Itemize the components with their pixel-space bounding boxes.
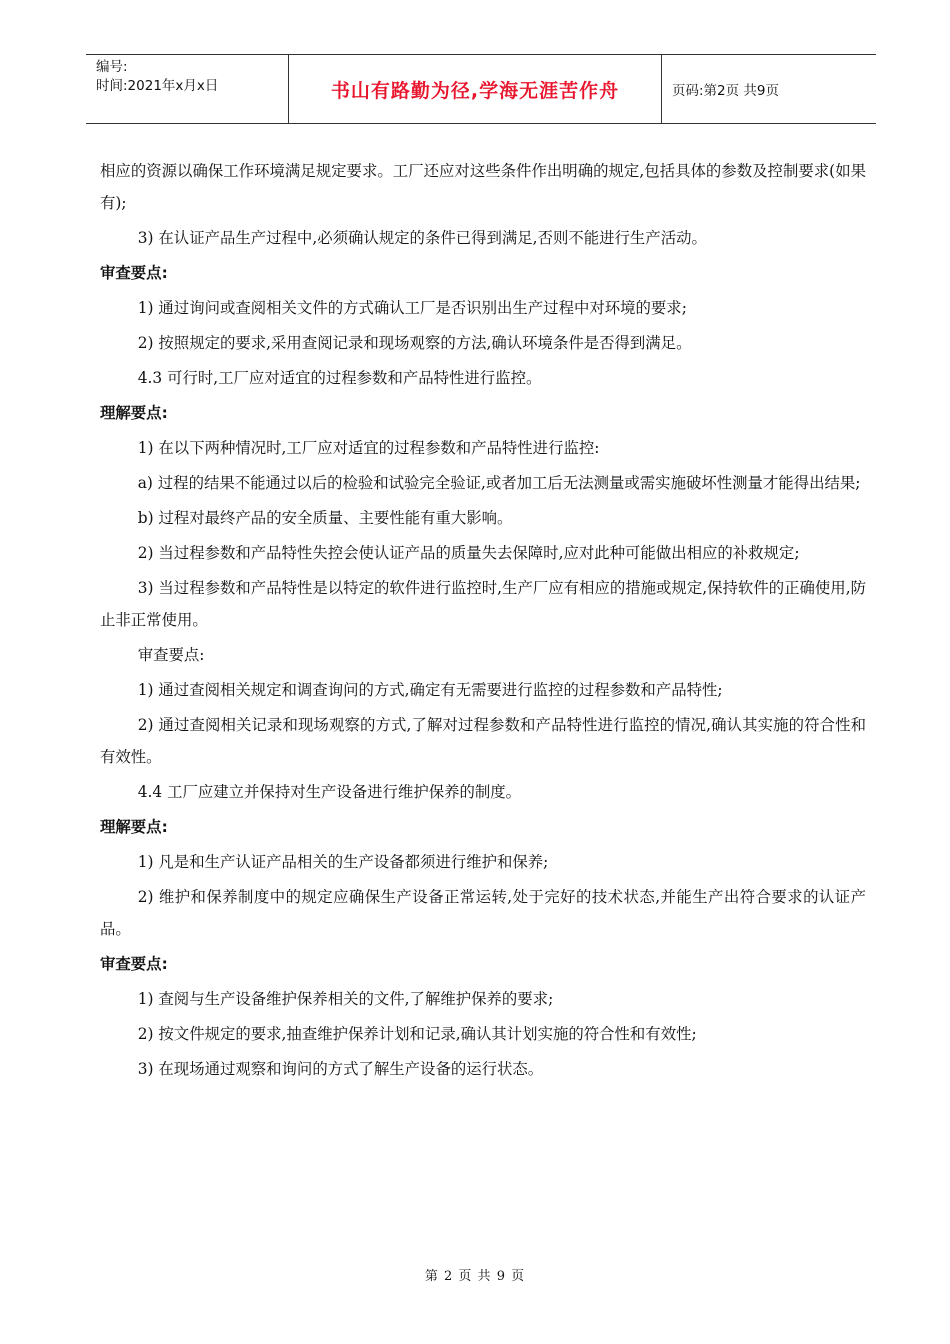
section-heading: 审查要点: xyxy=(100,955,168,973)
section-heading: 审查要点: xyxy=(100,264,168,282)
paragraph: b) 过程对最终产品的安全质量、主要性能有重大影响。 xyxy=(137,509,513,527)
header-page-number: 页码:第2页 共9页 xyxy=(672,83,780,99)
paragraph: 相应的资源以确保工作环境满足规定要求。工厂还应对这些条件作出明确的规定,包括具体的参数及控制要求(如果有); xyxy=(100,162,866,212)
paragraph: 1) 在以下两种情况时,工厂应对适宜的过程参数和产品特性进行监控: xyxy=(137,439,600,457)
section-heading: 理解要点: xyxy=(100,404,168,422)
paragraph: a) 过程的结果不能通过以后的检验和试验完全验证,或者加工后无法测量或需实施破坏性测量才能得出结果; xyxy=(137,474,861,492)
header-meta xyxy=(86,55,288,123)
document-body xyxy=(100,155,866,1088)
paragraph: 1) 通过查阅相关规定和调查询问的方式,确定有无需要进行监控的过程参数和产品特性; xyxy=(137,681,723,699)
page-footer: 第 2 页 共 9 页 xyxy=(424,1269,526,1284)
paragraph: 1) 通过询问或查阅相关文件的方式确认工厂是否识别出生产过程中对环境的要求; xyxy=(137,299,687,317)
paragraph: 2) 维护和保养制度中的规定应确保生产设备正常运转,处于完好的技术状态,并能生产出符合要求的认证产品。 xyxy=(100,888,866,938)
paragraph: 3) 在现场通过观察和询问的方式了解生产设备的运行状态。 xyxy=(137,1060,544,1078)
paragraph: 2) 通过查阅相关记录和现场观察的方式,了解对过程参数和产品特性进行监控的情况,确认其实施的符合性和有效性。 xyxy=(100,716,866,766)
document-number-label: 编号: xyxy=(96,59,128,75)
page-header xyxy=(86,54,876,124)
paragraph: 审查要点: xyxy=(137,646,205,664)
paragraph: 3) 在认证产品生产过程中,必须确认规定的条件已得到满足,否则不能进行生产活动。 xyxy=(137,229,707,247)
paragraph: 2) 当过程参数和产品特性失控会使认证产品的质量失去保障时,应对此种可能做出相应的补救规定; xyxy=(137,544,800,562)
paragraph: 4.4 工厂应建立并保持对生产设备进行维护保养的制度。 xyxy=(137,783,522,801)
section-heading: 理解要点: xyxy=(100,818,168,836)
paragraph: 1) 凡是和生产认证产品相关的生产设备都须进行维护和保养; xyxy=(137,853,549,871)
paragraph: 3) 当过程参数和产品特性是以特定的软件进行监控时,生产厂应有相应的措施或规定,保持软件的正确使用,防止非正常使用。 xyxy=(100,579,866,629)
paragraph: 2) 按文件规定的要求,抽查维护保养计划和记录,确认其计划实施的符合性和有效性; xyxy=(137,1025,697,1043)
header-motto: 书山有路勤为径,学海无涯苦作舟 xyxy=(288,55,662,123)
paragraph: 2) 按照规定的要求,采用查阅记录和现场观察的方法,确认环境条件是否得到满足。 xyxy=(137,334,692,352)
paragraph: 4.3 可行时,工厂应对适宜的过程参数和产品特性进行监控。 xyxy=(137,369,542,387)
document-time-label: 时间:2021年x月x日 xyxy=(96,78,219,94)
paragraph: 1) 查阅与生产设备维护保养相关的文件,了解维护保养的要求; xyxy=(137,990,554,1008)
